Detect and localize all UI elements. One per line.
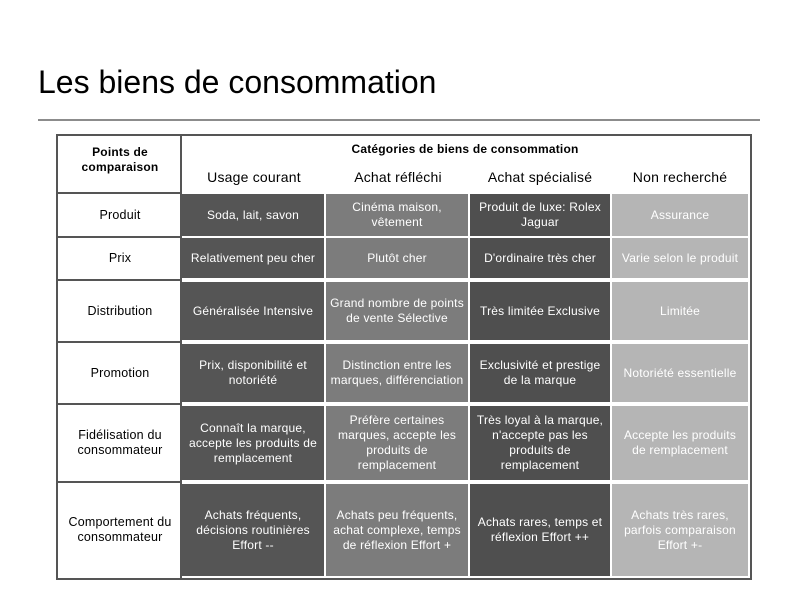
table-cell: Achats très rares, parfois comparaison Effort +- (612, 484, 748, 576)
table-cell: D'ordinaire très cher (470, 238, 610, 278)
table-cell: Cinéma maison, vêtement (326, 194, 468, 236)
points-header: Points de comparaison (60, 138, 180, 182)
categories-header: Catégories de biens de consommation (182, 138, 748, 160)
slide-title: Les biens de consommation (38, 64, 437, 100)
column-header-2: Achat réfléchi (326, 162, 470, 192)
table-cell: Produit de luxe: Rolex Jaguar (470, 194, 610, 236)
row-label-fidelisation: Fidélisation du consommateur (60, 406, 180, 480)
table-cell: Limitée (612, 282, 748, 340)
table-cell: Achats rares, temps et réflexion Effort ++ (470, 484, 610, 576)
table-cell: Généralisée Intensive (182, 282, 324, 340)
table-cell: Assurance (612, 194, 748, 236)
column-header-1: Usage courant (182, 162, 326, 192)
row-divider (56, 279, 182, 281)
comparison-table (56, 134, 752, 580)
row-label-comportement: Comportement du consommateur (60, 484, 180, 576)
table-cell: Grand nombre de points de vente Sélective (326, 282, 468, 340)
row-label-promotion: Promotion (60, 344, 180, 402)
table-cell: Préfère certaines marques, accepte les produits de remplacement (326, 406, 468, 480)
column-header-4: Non recherché (612, 162, 748, 192)
title-divider (38, 119, 760, 121)
table-cell: Achats peu fréquents, achat complexe, temps de réflexion Effort + (326, 484, 468, 576)
row-divider (56, 192, 182, 194)
table-cell: Plutôt cher (326, 238, 468, 278)
table-cell: Distinction entre les marques, différenciation (326, 344, 468, 402)
row-divider (56, 481, 182, 483)
table-cell: Connaît la marque, accepte les produits de remplacement (182, 406, 324, 480)
table-cell: Achats fréquents, décisions routinières Effort -- (182, 484, 324, 576)
table-cell: Prix, disponibilité et notoriété (182, 344, 324, 402)
column-divider (180, 134, 182, 580)
row-label-prix: Prix (60, 238, 180, 278)
row-label-distribution: Distribution (60, 282, 180, 340)
table-cell: Varie selon le produit (612, 238, 748, 278)
table-cell: Exclusivité et prestige de la marque (470, 344, 610, 402)
table-cell: Très loyal à la marque, n'accepte pas les produits de remplacement (470, 406, 610, 480)
row-label-produit: Produit (60, 194, 180, 236)
table-cell: Très limitée Exclusive (470, 282, 610, 340)
table-cell: Notoriété essentielle (612, 344, 748, 402)
table-cell: Soda, lait, savon (182, 194, 324, 236)
row-divider (56, 403, 182, 405)
row-divider (56, 341, 182, 343)
table-cell: Accepte les produits de remplacement (612, 406, 748, 480)
column-header-3: Achat spécialisé (470, 162, 610, 192)
table-cell: Relativement peu cher (182, 238, 324, 278)
row-divider (56, 236, 182, 238)
